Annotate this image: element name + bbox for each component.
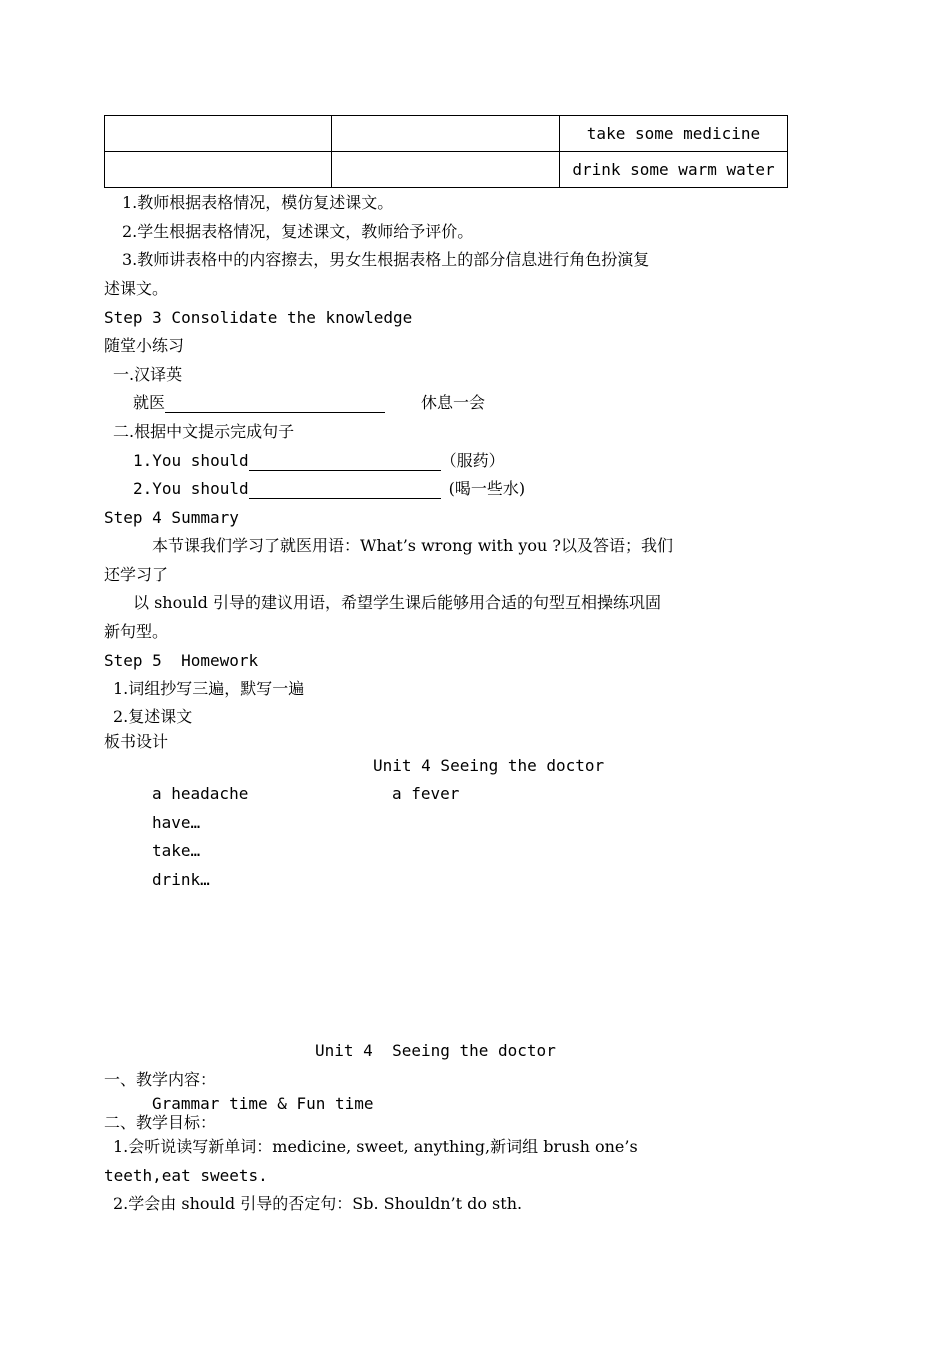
part1-title: 一.汉译英 (113, 365, 183, 384)
table-cell: drink some warm water (560, 152, 788, 188)
question-2-hint: (喝一些水) (448, 479, 526, 498)
board-item: a fever (392, 784, 460, 803)
part1-item-a (133, 393, 385, 413)
part1-item-a-label: 就医 (133, 393, 166, 412)
retell-item-1: 1.教师根据表格情况，模仿复述课文。 (122, 193, 394, 212)
homework-item-1: 1.词组抄写三遍，默写一遍 (113, 679, 305, 698)
table-cell: take some medicine (560, 116, 788, 152)
board-item: have… (152, 813, 201, 832)
table-row (105, 116, 788, 152)
summary-line-4: 新句型。 (104, 622, 169, 641)
question-1 (133, 451, 505, 471)
step4-heading: Step 4 Summary (104, 508, 239, 527)
retell-table (104, 115, 788, 188)
content-text: Grammar time & Fun time (152, 1094, 374, 1113)
question-2-prefix: 2.You should (133, 479, 249, 498)
table-cell (105, 116, 332, 152)
exercise-title: 随堂小练习 (104, 336, 185, 355)
table-cell (332, 116, 560, 152)
table-row (105, 152, 788, 188)
goal-1: 1.会听说读写新单词：medicine, sweet, anything,新词组 brush one’s (113, 1137, 638, 1156)
step3-heading: Step 3 Consolidate the knowledge (104, 308, 413, 327)
question-2 (133, 479, 525, 499)
content-title: 一、教学内容： (104, 1070, 217, 1089)
lesson2-unit-title: Unit 4 Seeing the doctor (315, 1041, 556, 1060)
question-1-prefix: 1.You should (133, 451, 249, 470)
board-unit-title: Unit 4 Seeing the doctor (373, 756, 605, 775)
retell-item-3-cont: 述课文。 (104, 279, 169, 298)
retell-item-2: 2.学生根据表格情况，复述课文，教师给予评价。 (122, 222, 474, 241)
answer-blank[interactable] (249, 480, 441, 499)
summary-line-2: 还学习了 (104, 565, 169, 584)
summary-line-1: 本节课我们学习了就医用语：What’s wrong with you ?以及答语；我们 (152, 536, 673, 555)
homework-item-2: 2.复述课文 (113, 707, 193, 726)
board-item: a headache (152, 784, 249, 803)
board-item: drink… (152, 870, 210, 889)
retell-item-3: 3.教师讲表格中的内容擦去，男女生根据表格上的部分信息进行角色扮演复 (122, 250, 650, 269)
table-cell (105, 152, 332, 188)
answer-blank[interactable] (249, 452, 441, 471)
question-1-hint: （服药） (440, 451, 505, 470)
goal-1-cont: teeth,eat sweets. (104, 1166, 268, 1185)
part1-item-b: 休息一会 (421, 393, 486, 412)
part2-title: 二.根据中文提示完成句子 (113, 422, 295, 441)
board-title: 板书设计 (104, 732, 169, 751)
summary-line-3: 以 should 引导的建议用语，希望学生课后能够用合适的句型互相操练巩固 (133, 593, 661, 612)
table-cell (332, 152, 560, 188)
board-item: take… (152, 841, 201, 860)
step5-heading: Step 5 Homework (104, 651, 259, 670)
goals-title: 二、教学目标： (104, 1113, 217, 1132)
answer-blank[interactable] (165, 394, 385, 413)
goal-2: 2.学会由 should 引导的否定句：Sb. Shouldn’t do sth. (113, 1194, 523, 1213)
